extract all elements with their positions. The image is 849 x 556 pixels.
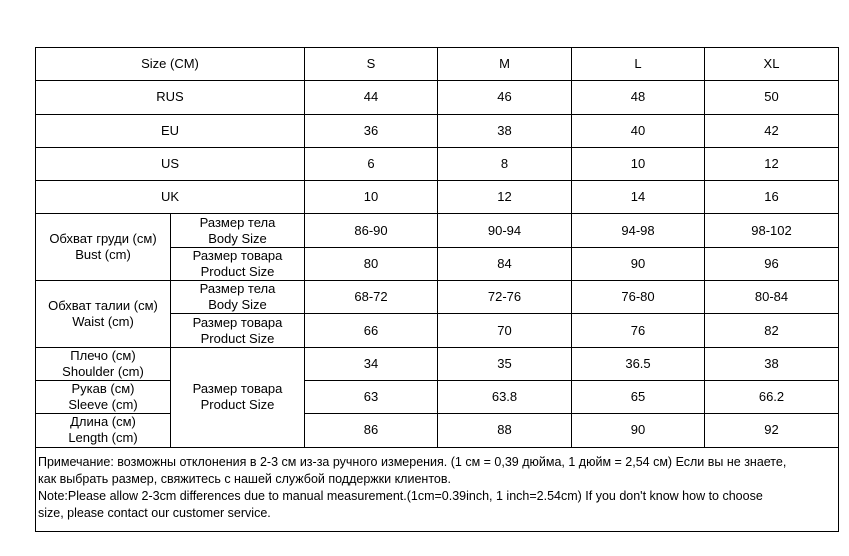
table-cell: 12 [705,147,839,180]
table-cell: 14 [572,181,705,214]
note-en-line-2: size, please contact our customer service. [38,505,271,520]
size-chart-table [35,47,839,532]
table-cell: 66.2 [705,380,839,413]
sleeve-label [36,380,171,413]
table-cell: 35 [438,347,572,380]
table-cell: 63 [305,380,438,413]
table-cell: 98-102 [705,214,839,247]
measurement-note [36,447,839,531]
table-cell: 82 [705,314,839,347]
table-cell: 10 [572,147,705,180]
sleeve-label-ru: Рукав (см) [71,381,135,397]
table-cell: 84 [438,247,572,280]
row-label: EU [36,114,305,147]
table-cell: 38 [438,114,572,147]
length-row [36,414,839,447]
shoulder-label-ru: Плечо (см) [70,347,136,363]
body-size-label-ru: Размер тела [199,281,276,297]
table-cell: 80-84 [705,281,839,314]
sleeve-row [36,380,839,413]
table-cell: 36 [305,114,438,147]
table-cell: 46 [438,81,572,114]
note-en-line-1: Note:Please allow 2-3cm differences due to manual measurement.(1cm=0.39inch, 1 inch=2.54cm) If you don't know how to choose [38,488,763,503]
size-xl-header: XL [705,48,839,81]
table-cell: 90 [572,414,705,447]
table-cell: 76 [572,314,705,347]
table-cell: 90 [572,247,705,280]
table-cell: 65 [572,380,705,413]
eu-row [36,114,839,147]
table-cell: 12 [438,181,572,214]
table-cell: 66 [305,314,438,347]
table-cell: 70 [438,314,572,347]
table-cell: 86 [305,414,438,447]
table-cell: 8 [438,147,572,180]
body-size-label-ru: Размер тела [199,214,276,230]
product-size-label [171,247,305,280]
table-cell: 34 [305,347,438,380]
table-cell: 88 [438,414,572,447]
table-cell: 86-90 [305,214,438,247]
row-label: UK [36,181,305,214]
table-cell: 6 [305,147,438,180]
product-size-label-en: Product Size [200,397,275,413]
waist-label-en: Waist (cm) [72,313,134,329]
waist-body-row [36,281,839,314]
table-cell: 16 [705,181,839,214]
note-ru-line-2: как выбрать размер, свяжитесь с нашей службой поддержки клиентов. [38,471,451,486]
note-row [36,447,839,531]
table-cell: 96 [705,247,839,280]
product-size-label-ru: Размер товара [192,314,283,330]
bust-body-row [36,214,839,247]
body-size-label [171,281,305,314]
waist-label-ru: Обхват талии (см) [48,297,158,313]
product-size-label-ru: Размер товара [192,381,283,397]
note-ru-line-1: Примечание: возможны отклонения в 2-3 см из-за ручного измерения. (1 см = 0,39 дюйма, 1 дюйм = 2,54 см) Если вы не знаете, [38,454,787,469]
product-size-group-label [171,347,305,447]
rus-row [36,81,839,114]
uk-row [36,181,839,214]
shoulder-label [36,347,171,380]
us-row [36,147,839,180]
table-cell: 10 [305,181,438,214]
body-size-label-en: Body Size [208,297,267,313]
length-label [36,414,171,447]
row-label: US [36,147,305,180]
product-size-label [171,314,305,347]
product-size-label-ru: Размер товара [192,247,283,263]
size-l-header: L [572,48,705,81]
bust-label-ru: Обхват груди (см) [49,231,157,247]
waist-label [36,281,171,348]
table-cell: 48 [572,81,705,114]
body-size-label [171,214,305,247]
size-m-header: M [438,48,572,81]
length-label-ru: Длина (см) [70,414,136,430]
length-label-en: Length (cm) [68,430,138,446]
table-cell: 76-80 [572,281,705,314]
table-cell: 42 [705,114,839,147]
table-cell: 36.5 [572,347,705,380]
size-s-header: S [305,48,438,81]
table-cell: 90-94 [438,214,572,247]
table-cell: 68-72 [305,281,438,314]
shoulder-label-en: Shoulder (cm) [62,363,144,379]
product-size-label-en: Product Size [200,330,275,346]
table-cell: 38 [705,347,839,380]
table-cell: 80 [305,247,438,280]
shoulder-row [36,347,839,380]
row-label: RUS [36,81,305,114]
table-cell: 72-76 [438,281,572,314]
header-row [36,48,839,81]
product-size-label-en: Product Size [200,263,275,279]
table-cell: 40 [572,114,705,147]
table-cell: 92 [705,414,839,447]
bust-label-en: Bust (cm) [75,247,131,263]
table-cell: 50 [705,81,839,114]
size-header-cell: Size (CM) [36,48,305,81]
bust-label [36,214,171,281]
table-cell: 63.8 [438,380,572,413]
sleeve-label-en: Sleeve (cm) [68,397,138,413]
table-cell: 94-98 [572,214,705,247]
body-size-label-en: Body Size [208,230,267,246]
table-cell: 44 [305,81,438,114]
